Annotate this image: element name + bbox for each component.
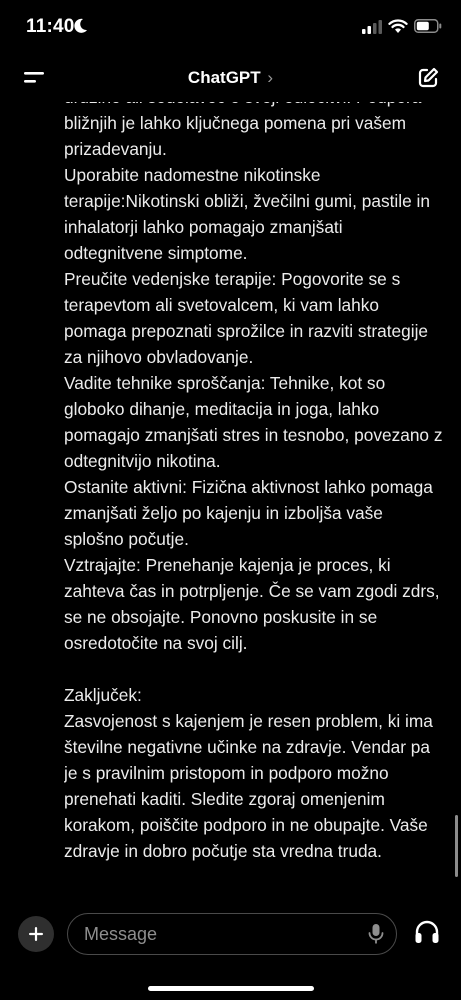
message-paragraph: Zasvojenost s kajenjem je resen problem, ki ima številne negativne učinke na zdravje. Vendar pa je s pravilnim pristopom in podporo možno prenehati kaditi. Sledite zgoraj omenjenim korakom, poiščite podporo in ne obupajte. Vaše zdravje in dobro počutje sta vredna truda.: [64, 711, 433, 861]
status-bar: [0, 0, 461, 56]
message-paragraph: Uporabite nadomestne nikotinske terapije:Nikotinski obliži, žvečilni gumi, pastile in inhalatorji lahko pomagajo zmanjšati odtegnitvene simptome.: [64, 165, 430, 263]
message-paragraph: Ostanite aktivni: Fizična aktivnost lahko pomaga zmanjšati željo po kajenju in izboljša vaše splošno počutje.: [64, 477, 433, 549]
moon-icon: [74, 18, 88, 34]
model-selector[interactable]: [0, 68, 461, 88]
signal-icon: [362, 20, 382, 34]
headphones-icon[interactable]: [414, 920, 440, 944]
composer: [0, 900, 461, 1000]
message-paragraph: bližnjih je lahko ključnega pomena pri vašem prizadevanju.: [64, 113, 406, 159]
message-paragraph: Vadite tehnike sproščanja: Tehnike, kot so globoko dihanje, meditacija in joga, lahko pomagajo zmanjšati stres in tesnobo, povezano z odtegnitvijo nikotina.: [64, 373, 443, 471]
home-indicator[interactable]: [148, 986, 314, 991]
scrollbar[interactable]: [455, 815, 458, 877]
nav-bar: [0, 56, 461, 102]
assistant-message: [64, 84, 444, 896]
message-input[interactable]: [67, 913, 397, 955]
wifi-icon: [388, 18, 408, 34]
compose-icon[interactable]: [416, 66, 440, 90]
message-paragraph: Vztrajajte: Prenehanje kajenja je proces, ki zahteva čas in potrpljenje. Če se vam zgodi zdrs, se ne obsojajte. Ponovno poskusite in se osredotočite na svoj cilj.: [64, 555, 440, 653]
status-time: 11:40: [26, 16, 75, 37]
conclusion-heading: Zaključek:: [64, 685, 142, 705]
plus-icon: [28, 926, 44, 942]
mic-icon[interactable]: [368, 923, 384, 945]
battery-icon: [414, 19, 442, 33]
message-placeholder: Message: [84, 924, 158, 944]
message-paragraph: Preučite vedenjske terapije: Pogovorite se s terapevtom ali svetovalcem, ki vam lahko pomaga prepoznati sprožilce in razviti strategije za njihovo obvladovanje.: [64, 269, 429, 367]
chevron-right-icon: ›: [267, 68, 274, 87]
plus-button[interactable]: [18, 916, 54, 952]
page-title: ChatGPT: [187, 68, 261, 87]
